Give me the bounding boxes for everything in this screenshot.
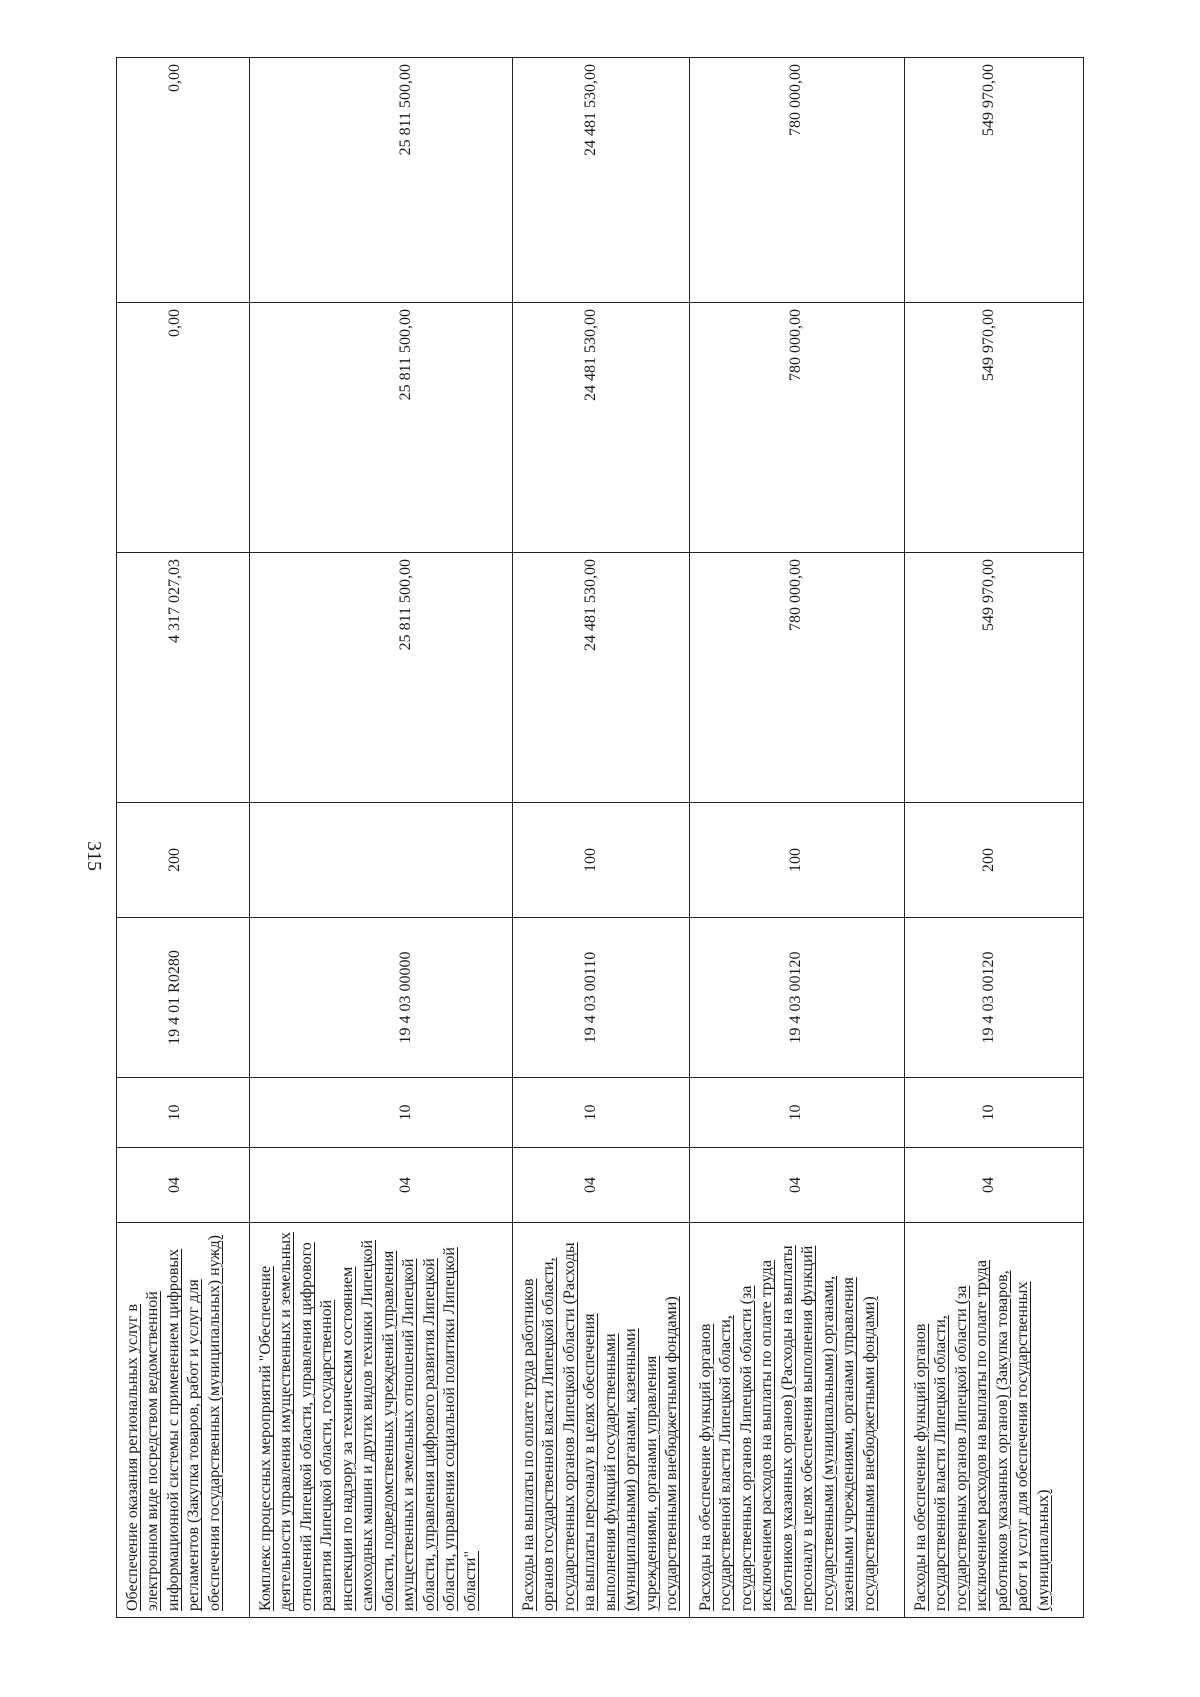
amount-2-cell: 24 481 530,00 (513, 303, 690, 553)
target-article-cell: 19 4 03 00110 (513, 918, 690, 1078)
table-row (904, 58, 1083, 1618)
table-region (116, 58, 1076, 1618)
amount-2-cell: 780 000,00 (689, 303, 904, 553)
table-row (117, 58, 250, 1618)
target-article-cell: 19 4 03 00120 (904, 918, 1083, 1078)
table-row (513, 58, 690, 1618)
expense-type-cell: 100 (513, 803, 690, 918)
amount-1-cell: 25 811 500,00 (250, 553, 513, 803)
row-description: Обеспечение оказания региональных услуг в электронном виде посредством ведомственной информационной системы с применением цифровых регламентов (Закупка товаров, работ и услуг для обеспечения государственных (муниципальных) нужд) (117, 1223, 250, 1618)
target-article-cell: 19 4 03 00000 (250, 918, 513, 1078)
amount-1-cell: 549 970,00 (904, 553, 1083, 803)
subsection-cell: 10 (250, 1078, 513, 1148)
row-description: Расходы на обеспечение функций органов государственной власти Липецкой области, государственных органов Липецкой области (за исключением расходов на выплаты по оплате труда работников указанных органов) (Расходы на выплаты персоналу в целях обеспечения выполнения функций государственными (муниципальными) органами, казенными учреждениями, органами управления государственными внебюджетными фондами) (689, 1223, 904, 1618)
section-cell: 04 (117, 1148, 250, 1223)
expense-type-cell: 200 (904, 803, 1083, 918)
amount-3-cell: 24 481 530,00 (513, 58, 690, 303)
row-description: Комплекс процессных мероприятий "Обеспечение деятельности управления имущественных и земельных отношений Липецкой области, управления цифрового развития Липецкой области, государственной инспекции по надзору за техническим состоянием самоходных машин и других видов техники Липецкой области, подведомственных учреждений управления имущественных и земельных отношений Липецкой области, управления цифрового развития Липецкой области, управления социальной политики Липецкой области" (250, 1223, 513, 1618)
amount-3-cell: 0,00 (117, 58, 250, 303)
section-cell: 04 (689, 1148, 904, 1223)
subsection-cell: 10 (904, 1078, 1083, 1148)
amount-1-cell: 780 000,00 (689, 553, 904, 803)
section-cell: 04 (904, 1148, 1083, 1223)
amount-2-cell: 0,00 (117, 303, 250, 553)
subsection-cell: 10 (513, 1078, 690, 1148)
amount-1-cell: 4 317 027,03 (117, 553, 250, 803)
row-description: Расходы на выплаты по оплате труда работников органов государственной власти Липецкой области, государственных органов Липецкой области (Расходы на выплаты персоналу в целях обеспечения выполнения функций государственными (муниципальными) органами, казенными учреждениями, органами управления государственными внебюджетными фондами) (513, 1223, 690, 1618)
amount-3-cell: 549 970,00 (904, 58, 1083, 303)
target-article-cell: 19 4 03 00120 (689, 918, 904, 1078)
amount-2-cell: 25 811 500,00 (250, 303, 513, 553)
amount-3-cell: 780 000,00 (689, 58, 904, 303)
table-row (250, 58, 513, 1618)
budget-table (116, 57, 1084, 1618)
expense-type-cell: 200 (117, 803, 250, 918)
subsection-cell: 10 (689, 1078, 904, 1148)
amount-3-cell: 25 811 500,00 (250, 58, 513, 303)
section-cell: 04 (513, 1148, 690, 1223)
section-cell: 04 (250, 1148, 513, 1223)
expense-type-cell: 100 (689, 803, 904, 918)
subsection-cell: 10 (117, 1078, 250, 1148)
table-row (689, 58, 904, 1618)
target-article-cell: 19 4 01 R0280 (117, 918, 250, 1078)
amount-2-cell: 549 970,00 (904, 303, 1083, 553)
row-description: Расходы на обеспечение функций органов государственной власти Липецкой области, государственных органов Липецкой области (за исключением расходов на выплаты по оплате труда работников указанных органов) (Закупка товаров, работ и услуг для обеспечения государственных (муниципальных) (904, 1223, 1083, 1618)
expense-type-cell (250, 803, 513, 918)
amount-1-cell: 24 481 530,00 (513, 553, 690, 803)
rotated-table-container (116, 58, 1076, 1618)
page-number: 315 (83, 841, 105, 871)
